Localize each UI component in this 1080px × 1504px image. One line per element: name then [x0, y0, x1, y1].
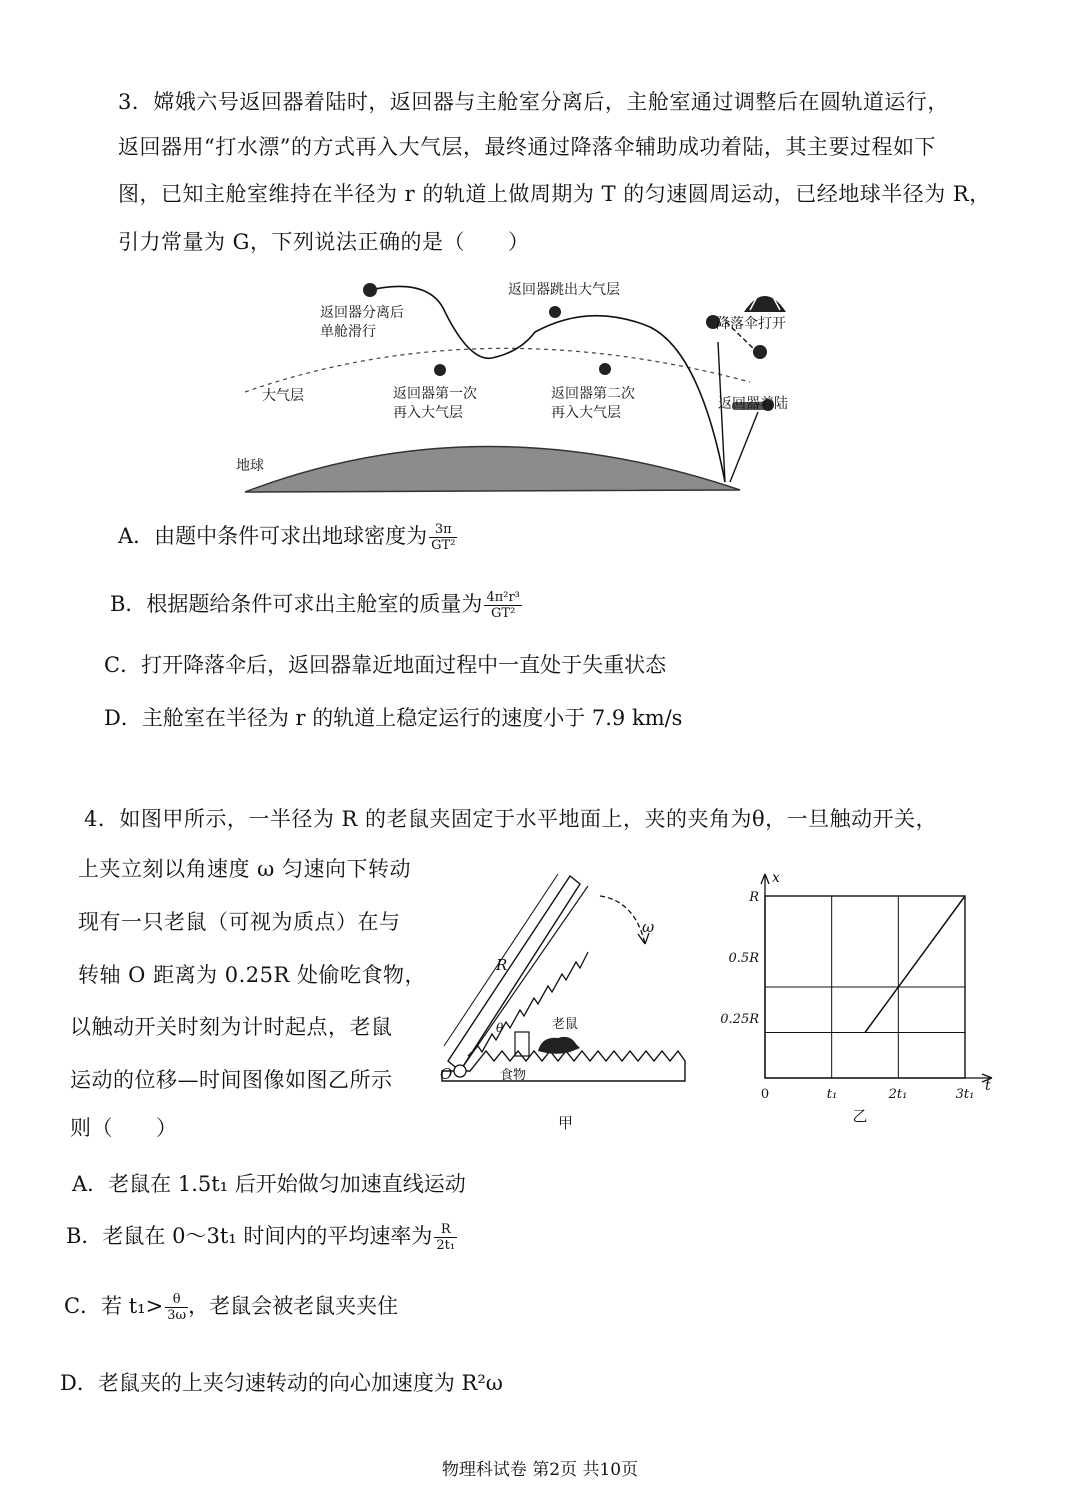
q3-a-fraction: $\frac{3\pi}{\text{GT²}}$ [431, 522, 456, 553]
omega-arrow [600, 896, 645, 944]
q4-line-1: 4．如图甲所示，一半径为 R 的老鼠夹固定于水平地面上，夹的夹角为θ，一旦触动开关， [84, 807, 938, 831]
label-separate: 返回器分离后 [320, 305, 404, 321]
x-tick-2t1: 2t₁ [888, 1087, 908, 1102]
label-landing: 返回器着陆 [718, 396, 788, 412]
atmosphere-line [245, 348, 750, 392]
label-food: 食物 [500, 1068, 527, 1083]
xt-series-line [865, 896, 965, 1033]
q3-reentry-figure [230, 272, 790, 497]
q3-line-1: 3．嫦娥六号返回器着陆时，返回器与主舱室分离后，主舱室通过调整后在圆轨道运行， [118, 90, 949, 114]
q3-line-3: 图，已知主舱室维持在半径为 r 的轨道上做周期为 T 的匀速圆周运动，已经地球半径为 R， [118, 182, 991, 206]
q4-side-line-3: 转轴 O 距离为 0.25R 处偷吃食物， [78, 963, 426, 987]
label-atmosphere: 大气层 [262, 388, 304, 404]
label-jump-out: 返回器跳出大气层 [508, 282, 620, 298]
q4-side-line-4: 以触动开关时刻为计时起点，老鼠 [70, 1015, 393, 1039]
q4-side-line-5: 运动的位移—时间图像如图乙所示 [70, 1068, 393, 1092]
y-tick-R: R [749, 890, 759, 905]
trap-base [442, 1051, 685, 1081]
q4-side-line-1: 上夹立刻以角速度 ω 匀速向下转动 [78, 857, 411, 881]
q4-xt-graph [715, 866, 1005, 1126]
capsule-icon [549, 306, 561, 318]
q3-option-a[interactable]: A．由题中条件可求出地球密度为 $\frac{3\pi}{\text{GT²}}$ [118, 522, 456, 553]
label-second-entry-1: 返回器第二次 [551, 386, 635, 402]
pivot-O [454, 1065, 466, 1077]
label-first-entry-2: 再入大气层 [393, 405, 463, 421]
q3-option-d[interactable]: D．主舱室在半径为 r 的轨道上稳定运行的速度小于 7.9 km/s [104, 706, 683, 730]
label-O: O [440, 1065, 453, 1083]
axis-x-label: t [985, 1078, 991, 1094]
label-mouse: 老鼠 [552, 1017, 579, 1032]
q4-b-fraction: $\frac{R}{\text{2t₁}}$ [436, 1222, 456, 1253]
label-earth: 地球 [236, 458, 264, 474]
q3-option-c[interactable]: C．打开降落伞后，返回器靠近地面过程中一直处于失重状态 [104, 653, 667, 677]
q4-option-d[interactable]: D．老鼠夹的上夹匀速转动的向心加速度为 R²ω [60, 1371, 503, 1395]
q4-option-c[interactable]: C．若 t₁> $\frac{\theta}{3\omega}$ ，老鼠会被老鼠夹夹住 [64, 1292, 399, 1323]
q3-line-2: 返回器用“打水漂”的方式再入大气层，最终通过降落伞辅助成功着陆，其主要过程如下 [118, 135, 936, 159]
q3-option-b[interactable]: B．根据题给条件可求出主舱室的质量为 $\frac{\text{4π²r³}}{\text{GT²}}$ [110, 590, 520, 621]
label-glide: 单舱滑行 [320, 324, 376, 340]
y-tick-0.5R: 0.5R [728, 951, 759, 966]
x-tick-3t1: 3t₁ [955, 1087, 975, 1102]
capsule-icon [363, 283, 377, 297]
label-theta: θ [496, 1021, 504, 1035]
caption-jia: 甲 [558, 1114, 574, 1132]
caption-yi: 乙 [852, 1107, 868, 1125]
axis-y-label: x [772, 870, 780, 886]
capsule-icon [434, 364, 446, 376]
label-parachute: 降落伞打开 [716, 316, 786, 332]
q4-mousetrap-figure [430, 866, 700, 1136]
grid-lines [765, 896, 965, 1078]
x-tick-t1: t₁ [826, 1087, 838, 1102]
capsule-icon [753, 345, 767, 359]
label-first-entry-1: 返回器第一次 [393, 386, 477, 402]
q4-option-b[interactable]: B．老鼠在 0～3t₁ 时间内的平均速率为 $\frac{R}{\text{2t₁}}$ [66, 1222, 456, 1253]
mouse-icon [538, 1037, 580, 1054]
q4-c-fraction: $\frac{\theta}{3\omega}$ [167, 1292, 187, 1323]
q3-b-fraction: $\frac{\text{4π²r³}}{\text{GT²}}$ [486, 590, 520, 621]
label-R: R [496, 956, 508, 974]
y-tick-0.25R: 0.25R [720, 1012, 759, 1027]
capsule-icon [599, 363, 611, 375]
x-tick-0: 0 [760, 1087, 770, 1102]
label-second-entry-2: 再入大气层 [551, 405, 621, 421]
q3-line-4: 引力常量为 G，下列说法正确的是（ ） [118, 230, 530, 254]
q4-side-line-6: 则（ ） [70, 1116, 178, 1140]
label-omega: ω [642, 918, 655, 936]
q4-side-line-2: 现有一只老鼠（可视为质点）在与 [78, 910, 401, 934]
q4-option-a[interactable]: A．老鼠在 1.5t₁ 后开始做匀加速直线运动 [72, 1172, 466, 1196]
page-footer: 物理科试卷 第2页 共10页 [441, 1460, 639, 1480]
earth-shape [245, 446, 740, 492]
